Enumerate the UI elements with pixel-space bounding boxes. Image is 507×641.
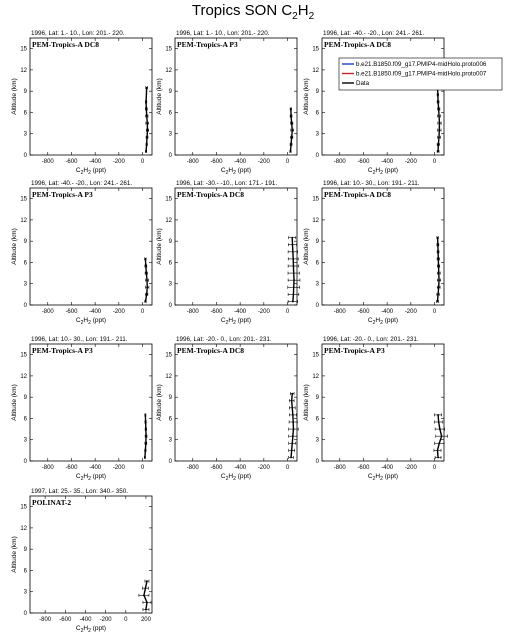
y-tick-label: 6 <box>315 416 319 423</box>
y-tick-label: 0 <box>23 459 27 465</box>
y-tick-label: 15 <box>312 352 319 359</box>
data-point <box>146 115 148 117</box>
data-point <box>147 129 149 131</box>
data-point <box>145 272 147 274</box>
campaign-label: PEM-Tropics-A DC8 <box>177 346 245 355</box>
y-tick-label: 0 <box>168 153 172 159</box>
data-point <box>146 286 148 288</box>
panel-3 <box>303 30 444 176</box>
campaign-label: PEM-Tropics-A P3 <box>32 190 93 199</box>
y-tick-label: 12 <box>20 373 27 380</box>
x-tick-label: -600 <box>65 465 78 471</box>
y-tick-label: 12 <box>20 217 27 224</box>
data-point <box>145 609 147 611</box>
y-axis-label: Altitude (km) <box>156 228 163 265</box>
panel-header: 1997, Lat: 25.- 35., Lon: 340.- 350. <box>31 488 128 495</box>
x-axis-label: $C_2H_2$ (ppt) <box>75 473 107 482</box>
panel-header: 1996, Lat: -20.- 0., Lon: 201.- 231. <box>176 336 272 343</box>
data-point <box>439 122 441 124</box>
x-tick-label: -200 <box>404 465 417 471</box>
data-point <box>292 435 294 437</box>
x-tick-label: -400 <box>381 309 394 315</box>
plot-frame <box>175 38 297 155</box>
x-tick-label: 0 <box>432 159 437 165</box>
x-tick-label: -800 <box>333 309 346 315</box>
y-axis-label: Altitude (km) <box>11 384 18 421</box>
plot-frame <box>322 344 444 461</box>
data-point <box>292 251 294 253</box>
campaign-label: PEM-Tropics-A P3 <box>324 346 385 355</box>
y-tick-label: 15 <box>20 46 27 53</box>
data-point <box>291 122 293 124</box>
x-axis-label: $C_2H_2$ (ppt) <box>220 473 252 482</box>
data-point <box>291 442 293 444</box>
y-tick-label: 0 <box>315 153 319 159</box>
data-point <box>293 293 295 295</box>
x-tick-label: -200 <box>112 465 125 471</box>
x-tick-label: -200 <box>257 309 270 315</box>
panel-header: 1996, Lat: 10.- 30., Lon: 191.- 211. <box>323 180 420 187</box>
y-tick-label: 3 <box>23 131 27 138</box>
campaign-label: PEM-Tropics-A P3 <box>32 346 93 355</box>
x-tick-label: -200 <box>112 159 125 165</box>
panel-header: 1996, Lat: 1.- 10., Lon: 201.- 220. <box>31 30 125 37</box>
y-tick-label: 12 <box>165 67 172 74</box>
panel-1 <box>11 30 152 176</box>
y-tick-label: 9 <box>23 239 27 246</box>
data-point <box>291 400 293 402</box>
plot-frame <box>175 188 297 305</box>
x-tick-label: 0 <box>432 465 437 471</box>
data-point <box>437 301 439 303</box>
y-tick-label: 3 <box>168 131 172 138</box>
data-point <box>146 143 148 145</box>
x-axis-label: $C_2H_2$ (ppt) <box>367 167 399 176</box>
data-point <box>145 587 147 589</box>
y-tick-label: 3 <box>315 281 319 288</box>
x-tick-label: -400 <box>381 159 394 165</box>
x-tick-label: -600 <box>210 159 223 165</box>
data-line <box>437 238 439 302</box>
legend-label: b.e21.B1850.f09_g17.PMIP4-midHolo.proto007 <box>356 70 487 78</box>
y-tick-label: 3 <box>168 437 172 444</box>
y-tick-label: 15 <box>20 504 27 511</box>
y-tick-label: 3 <box>315 131 319 138</box>
x-tick-label: -400 <box>234 309 247 315</box>
data-line <box>146 88 147 152</box>
data-point <box>290 457 292 459</box>
y-axis-label: Altitude (km) <box>303 78 310 115</box>
y-tick-label: 12 <box>165 373 172 380</box>
y-tick-label: 6 <box>168 260 172 267</box>
y-tick-label: 3 <box>315 437 319 444</box>
panel-6 <box>303 180 444 326</box>
data-point <box>293 272 295 274</box>
y-tick-label: 9 <box>315 239 319 246</box>
data-point <box>437 449 439 451</box>
x-tick-label: -800 <box>41 309 54 315</box>
data-point <box>293 428 295 430</box>
x-tick-label: -400 <box>381 465 394 471</box>
panels <box>11 30 448 634</box>
data-point <box>290 115 292 117</box>
x-tick-label: -800 <box>186 159 199 165</box>
campaign-label: POLINAT-2 <box>32 498 72 507</box>
data-point <box>291 136 293 138</box>
x-tick-label: -400 <box>234 465 247 471</box>
data-point <box>145 442 147 444</box>
x-tick-label: -800 <box>41 465 54 471</box>
plot-frame <box>322 188 444 305</box>
data-point <box>145 265 147 267</box>
data-point <box>145 421 147 423</box>
campaign-label: PEM-Tropics-A DC8 <box>324 40 392 49</box>
x-tick-label: 0 <box>432 309 437 315</box>
x-tick-label: -600 <box>65 159 78 165</box>
x-axis-label: $C_2H_2$ (ppt) <box>367 317 399 326</box>
data-point <box>146 293 148 295</box>
y-tick-label: 15 <box>20 352 27 359</box>
data-point <box>145 428 147 430</box>
x-tick-label: 0 <box>285 159 290 165</box>
y-tick-label: 3 <box>23 281 27 288</box>
y-tick-label: 15 <box>312 196 319 203</box>
panel-header: 1996, Lat: -20.- 0., Lon: 201.- 231. <box>323 336 419 343</box>
data-point <box>143 594 145 596</box>
data-point <box>438 279 440 281</box>
x-tick-label: 0 <box>285 465 290 471</box>
data-point <box>437 237 439 239</box>
y-tick-label: 6 <box>23 260 27 267</box>
y-tick-label: 9 <box>23 547 27 554</box>
panel-2 <box>156 30 297 176</box>
y-tick-label: 15 <box>312 46 319 53</box>
y-tick-label: 9 <box>23 395 27 402</box>
data-point <box>437 94 439 96</box>
y-tick-label: 0 <box>23 303 27 309</box>
data-point <box>438 421 440 423</box>
y-tick-label: 15 <box>165 46 172 53</box>
y-tick-label: 12 <box>312 373 319 380</box>
panel-header: 1996, Lat: 10.- 30., Lon: 191.- 211. <box>31 336 128 343</box>
panel-10 <box>11 488 152 634</box>
data-point <box>146 136 148 138</box>
data-point <box>144 258 146 260</box>
x-tick-label: -600 <box>357 309 370 315</box>
data-point <box>292 414 294 416</box>
y-tick-label: 3 <box>23 437 27 444</box>
plot-frame <box>322 38 444 155</box>
x-tick-label: -400 <box>79 617 92 623</box>
x-tick-label: -600 <box>210 465 223 471</box>
data-point <box>146 279 148 281</box>
data-line <box>437 88 439 152</box>
data-point <box>146 122 148 124</box>
x-tick-label: -400 <box>234 159 247 165</box>
x-tick-label: -800 <box>186 465 199 471</box>
data-point <box>437 293 439 295</box>
data-point <box>293 286 295 288</box>
data-line <box>292 238 294 302</box>
data-point <box>291 129 293 131</box>
data-point <box>290 108 292 110</box>
data-point <box>438 286 440 288</box>
data-point <box>438 272 440 274</box>
y-tick-label: 0 <box>23 153 27 159</box>
data-point <box>437 101 439 103</box>
y-tick-label: 9 <box>168 89 172 96</box>
panel-header: 1996, Lat: -30.- -10., Lon: 171.- 191. <box>176 180 278 187</box>
data-point <box>144 457 146 459</box>
data-point <box>292 258 294 260</box>
y-axis-label: Altitude (km) <box>11 536 18 573</box>
y-tick-label: 0 <box>315 303 319 309</box>
x-tick-label: -200 <box>404 309 417 315</box>
x-tick-label: -600 <box>357 159 370 165</box>
panel-9 <box>303 336 448 482</box>
data-point <box>438 129 440 131</box>
y-tick-label: 0 <box>168 459 172 465</box>
x-axis-label: $C_2H_2$ (ppt) <box>75 167 107 176</box>
x-tick-label: -400 <box>89 159 102 165</box>
plot-frame <box>30 496 152 613</box>
y-axis-label: Altitude (km) <box>156 384 163 421</box>
x-tick-label: -400 <box>89 465 102 471</box>
data-point <box>437 258 439 260</box>
x-tick-label: 200 <box>140 617 151 623</box>
x-tick-label: -200 <box>99 617 112 623</box>
y-axis-label: Altitude (km) <box>156 78 163 115</box>
data-point <box>144 449 146 451</box>
y-tick-label: 9 <box>23 89 27 96</box>
y-tick-label: 0 <box>315 459 319 465</box>
legend-label: Data <box>356 80 370 88</box>
data-point <box>438 265 440 267</box>
x-tick-label: 0 <box>285 309 290 315</box>
plot-frame <box>175 344 297 461</box>
data-point <box>292 244 294 246</box>
data-point <box>437 251 439 253</box>
data-line <box>291 394 293 458</box>
data-point <box>144 414 146 416</box>
y-tick-label: 12 <box>312 217 319 224</box>
x-tick-label: -400 <box>89 309 102 315</box>
data-point <box>291 393 293 395</box>
data-point <box>145 101 147 103</box>
y-tick-label: 15 <box>165 196 172 203</box>
data-point <box>437 143 439 145</box>
x-axis-label: $C_2H_2$ (ppt) <box>220 317 252 326</box>
y-axis-label: Altitude (km) <box>303 384 310 421</box>
data-point <box>438 115 440 117</box>
data-point <box>438 136 440 138</box>
data-point <box>146 87 148 89</box>
y-tick-label: 12 <box>20 525 27 532</box>
data-point <box>438 108 440 110</box>
campaign-label: PEM-Tropics-A DC8 <box>324 190 392 199</box>
x-tick-label: -600 <box>59 617 72 623</box>
y-axis-label: Altitude (km) <box>11 78 18 115</box>
y-tick-label: 15 <box>20 196 27 203</box>
y-axis-label: Altitude (km) <box>11 228 18 265</box>
y-tick-label: 6 <box>168 416 172 423</box>
panel-header: 1996, Lat: 1.- 10., Lon: 201.- 220. <box>176 30 270 37</box>
y-tick-label: 6 <box>315 260 319 267</box>
plot-frame <box>30 38 152 155</box>
data-point <box>292 421 294 423</box>
data-point <box>146 601 148 603</box>
data-point <box>290 151 292 153</box>
y-tick-label: 12 <box>165 217 172 224</box>
x-tick-label: 0 <box>140 309 145 315</box>
y-axis-label: Altitude (km) <box>303 228 310 265</box>
y-tick-label: 0 <box>168 303 172 309</box>
campaign-label: PEM-Tropics-A P3 <box>177 40 238 49</box>
campaign-label: PEM-Tropics-A DC8 <box>177 190 245 199</box>
y-tick-label: 9 <box>168 239 172 246</box>
x-tick-label: -600 <box>210 309 223 315</box>
data-point <box>292 301 294 303</box>
x-axis-label: $C_2H_2$ (ppt) <box>75 625 107 634</box>
y-tick-label: 6 <box>23 568 27 575</box>
data-point <box>438 442 440 444</box>
y-tick-label: 12 <box>312 67 319 74</box>
x-axis-label: $C_2H_2$ (ppt) <box>367 473 399 482</box>
data-point <box>437 244 439 246</box>
data-point <box>291 449 293 451</box>
y-tick-label: 6 <box>23 416 27 423</box>
legend-label: b.e21.B1850.f09_g17.PMIP4-midHolo.proto006 <box>356 61 487 69</box>
y-tick-label: 6 <box>315 110 319 117</box>
x-tick-label: 0 <box>140 465 145 471</box>
data-point <box>441 435 443 437</box>
panel-header: 1996, Lat: -40.- -20., Lon: 241.- 261. <box>323 30 425 37</box>
data-point <box>291 237 293 239</box>
y-tick-label: 3 <box>168 281 172 288</box>
data-point <box>145 151 147 153</box>
plot-frame <box>30 188 152 305</box>
y-tick-label: 12 <box>20 67 27 74</box>
data-point <box>291 407 293 409</box>
x-tick-label: 0 <box>124 617 128 623</box>
panel-header: 1996, Lat: -40.- -20., Lon: 241.- 261. <box>31 180 133 187</box>
data-point <box>293 265 295 267</box>
data-point <box>145 435 147 437</box>
y-tick-label: 9 <box>315 89 319 96</box>
x-tick-label: -800 <box>39 617 52 623</box>
y-tick-label: 9 <box>168 395 172 402</box>
y-tick-label: 0 <box>23 611 27 617</box>
x-tick-label: -600 <box>65 309 78 315</box>
x-tick-label: -600 <box>357 465 370 471</box>
campaign-label: PEM-Tropics-A DC8 <box>32 40 100 49</box>
data-point <box>439 428 441 430</box>
x-tick-label: -800 <box>333 465 346 471</box>
data-point <box>437 414 439 416</box>
y-tick-label: 3 <box>23 589 27 596</box>
data-point <box>145 301 147 303</box>
data-point <box>437 151 439 153</box>
x-axis-label: $C_2H_2$ (ppt) <box>220 167 252 176</box>
x-tick-label: -200 <box>404 159 417 165</box>
y-tick-label: 6 <box>168 110 172 117</box>
panel-8 <box>156 336 298 482</box>
figure-title: Tropics SON $C_2H_2$ <box>191 2 315 22</box>
data-point <box>145 108 147 110</box>
x-axis-label: $C_2H_2$ (ppt) <box>75 317 107 326</box>
data-point <box>437 457 439 459</box>
y-tick-label: 6 <box>23 110 27 117</box>
x-tick-label: -200 <box>257 159 270 165</box>
y-tick-label: 15 <box>165 352 172 359</box>
data-point <box>293 279 295 281</box>
legend <box>339 58 502 90</box>
x-tick-label: -800 <box>333 159 346 165</box>
x-tick-label: 0 <box>140 159 145 165</box>
plot-frame <box>30 344 152 461</box>
x-tick-label: -200 <box>112 309 125 315</box>
x-tick-label: -800 <box>186 309 199 315</box>
panel-7 <box>11 336 152 482</box>
panel-5 <box>156 180 300 326</box>
data-point <box>290 143 292 145</box>
x-tick-label: -800 <box>41 159 54 165</box>
data-point <box>146 580 148 582</box>
panel-4 <box>11 180 152 326</box>
y-tick-label: 9 <box>315 395 319 402</box>
x-tick-label: -200 <box>257 465 270 471</box>
